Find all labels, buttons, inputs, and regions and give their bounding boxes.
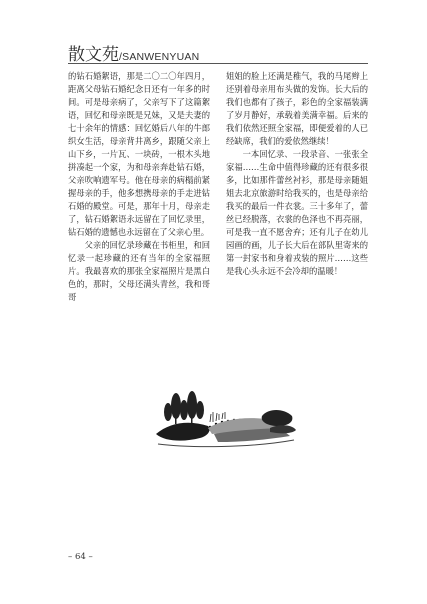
section-title [68, 40, 199, 65]
landscape-illustration [150, 372, 300, 454]
right-paragraph-1: 姐姐的脸上还满是稚气，我的马尾辫上还别着母亲用布头做的发饰。长大后的我们也都有了孩子，彩色的全家福装满了岁月静好，承载着美满幸福。后来的我们依然还照全家福，即便爱着的人已经缺席，我们的爱依然继续！ [226, 71, 368, 146]
section-title-en: /SANWENYUAN [119, 51, 200, 63]
header-divider [68, 63, 368, 64]
left-paragraph-1: 的钻石婚絮语，那是二〇二〇年四月，距离父母钻石婚纪念日还有一年多的时间。可是母亲病了，父亲写下了这篇絮语，回忆和母亲既是兄妹，又是夫妻的七十余年的情感：回忆婚后八年的牛郎织女生活，母亲背井离乡，跟随父亲上山下乡，一片瓦、一块砖，一根木头地拼凑起一个家，为和母亲奔赴钻石婚，父亲吹响遗军号。他在母亲的病榻前紧握母亲的手，他多想携母亲的手走进钻石婚的殿堂。可是，那年十月，母亲走了，钻石婚絮语永远留在了回忆录里，钻石婚的遗憾也永远留在了父亲心里。 [68, 71, 210, 237]
section-title-cn: 散文苑 [68, 45, 119, 65]
left-column [68, 70, 210, 304]
left-paragraph-2: 父亲的回忆录珍藏在书柜里，和回忆录一起珍藏的还有当年的全家福照片。我最喜欢的那张全家福照片是黑白色的，那时，父母还满头青丝，我和哥哥 [68, 240, 210, 302]
page-number: – 64 – [68, 552, 93, 562]
right-paragraph-2: 一本回忆录、一段录音、一张张全家福……生命中值得珍藏的还有很多很多，比如那件蕾丝衬衫，那是母亲随姐姐去北京旅游时给我买的，也是母亲给我买的最后一件衣裳。三十多年了，蕾丝已经脱落，衣裳的色泽也不再亮丽，可是我一直不愿舍弃；还有儿子在幼儿园画的画，儿子长大后在部队里寄来的第一封家书和身着戎装的照片……这些是我心头永远不会冷却的温暖！ [226, 149, 368, 276]
ink-illustration [150, 372, 300, 454]
right-column [226, 70, 368, 278]
